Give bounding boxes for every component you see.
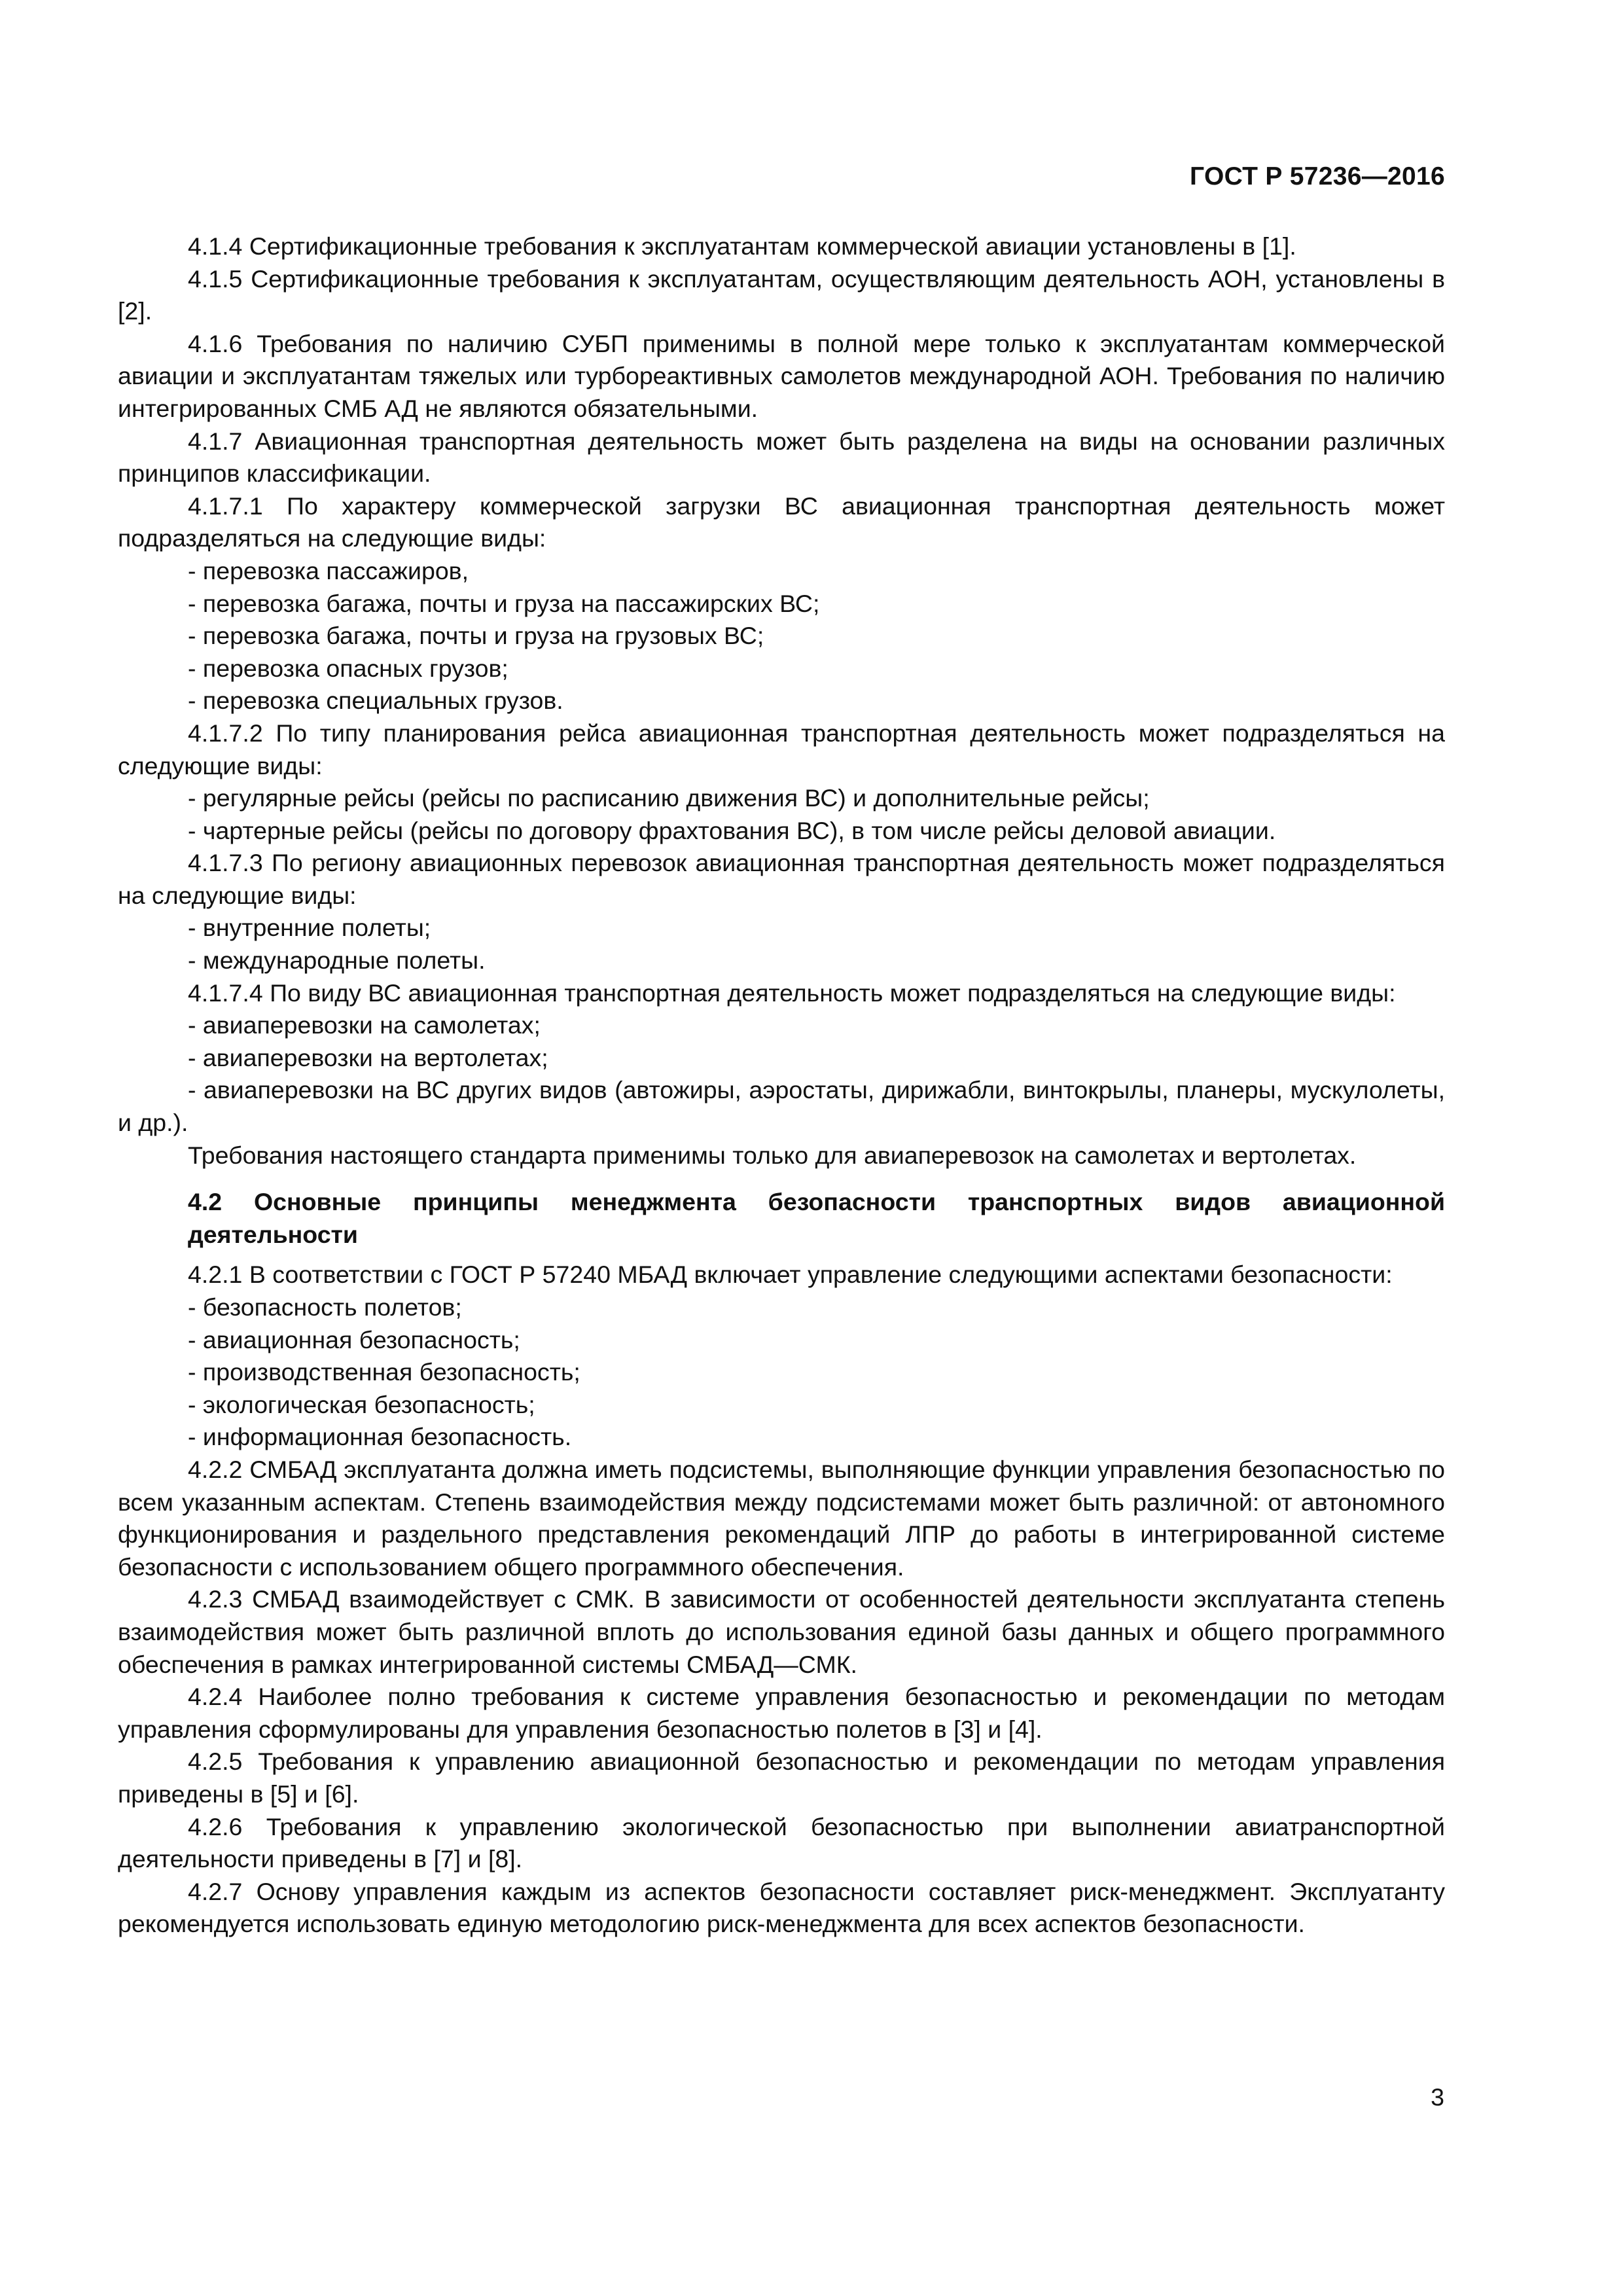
paragraph-4-1-7-3: 4.1.7.3 По региону авиационных перевозок авиационная транспортная деятельность может подразделяться на следующие виды: <box>118 849 1445 909</box>
paragraph-scope-note: Требования настоящего стандарта применимы только для авиаперевозок на самолетах и вертолетах. <box>188 1141 1357 1169</box>
paragraph-4-1-6: 4.1.6 Требования по наличию СУБП применимы в полной мере только к эксплуатантам коммерческой авиации и эксплуатантам тяжелых или турбореактивных самолетов международной АОН. Требования по наличию интегрированных СМБ АД не являются обязательными. <box>118 329 1445 422</box>
list-item: - перевозка багажа, почты и груза на грузовых ВС; <box>188 622 764 650</box>
paragraph-4-1-7-4: 4.1.7.4 По виду ВС авиационная транспортная деятельность может подразделяться на следующие виды: <box>188 978 1396 1007</box>
document-body <box>118 230 1445 1941</box>
list-item: - авиаперевозки на самолетах; <box>188 1011 541 1039</box>
list-item: - информационная безопасность. <box>188 1423 572 1451</box>
list-item: - перевозка специальных грузов. <box>188 687 563 715</box>
document-id: ГОСТ Р 57236—2016 <box>1190 162 1445 190</box>
list-item: - безопасность полетов; <box>188 1293 462 1321</box>
paragraph-4-2-2: 4.2.2 СМБАД эксплуатанта должна иметь подсистемы, выполняющие функции управления безопасностью по всем указанным аспектам. Степень взаимодействия между подсистемами может быть различной: от автономного функционирования и раздельного представления рекомендаций ЛПР до работы в интегрированной системе безопасности с использованием общего программного обеспечения. <box>118 1455 1445 1581</box>
list-item: - экологическая безопасность; <box>188 1390 535 1418</box>
paragraph-4-1-7-2: 4.1.7.2 По типу планирования рейса авиационная транспортная деятельность может подразделяться на следующие виды: <box>118 719 1445 780</box>
list-item: - перевозка пассажиров, <box>188 556 469 584</box>
paragraph-4-2-5: 4.2.5 Требования к управлению авиационной безопасностью и рекомендации по методам управления приведены в [5] и [6]. <box>118 1748 1445 1808</box>
list-item: - авиаперевозки на вертолетах; <box>188 1043 548 1071</box>
list-item: - перевозка багажа, почты и груза на пассажирских ВС; <box>188 589 820 617</box>
page-number: 3 <box>1431 2083 1444 2111</box>
paragraph-4-2-1: 4.2.1 В соответствии с ГОСТ Р 57240 МБАД включает управление следующими аспектами безопасности: <box>188 1261 1393 1289</box>
list-item: - международные полеты. <box>188 946 486 975</box>
paragraph-4-1-7: 4.1.7 Авиационная транспортная деятельность может быть разделена на виды на основании различных принципов классификации. <box>118 427 1445 488</box>
list-item: - производственная безопасность; <box>188 1358 580 1386</box>
list-item: - внутренние полеты; <box>188 914 431 942</box>
section-heading-4-2: 4.2 Основные принципы менеджмента безопасности транспортных видов авиационной деятельности <box>188 1188 1445 1248</box>
paragraph-4-2-3: 4.2.3 СМБАД взаимодействует с СМК. В зависимости от особенностей деятельности эксплуатанта степень взаимодействия может быть различной вплоть до использования единой базы данных и общего программного обеспечения в рамках интегрированной системы СМБАД—СМК. <box>118 1585 1445 1678</box>
paragraph-4-1-5: 4.1.5 Сертификационные требования к эксплуатантам, осуществляющим деятельность АОН, установлены в [2]. <box>118 264 1445 325</box>
paragraph-4-2-4: 4.2.4 Наиболее полно требования к системе управления безопасностью и рекомендации по методам управления сформулированы для управления безопасностью полетов в [3] и [4]. <box>118 1683 1445 1743</box>
paragraph-4-1-7-1: 4.1.7.1 По характеру коммерческой загрузки ВС авиационная транспортная деятельность может подразделяться на следующие виды: <box>118 492 1445 552</box>
list-item: - регулярные рейсы (рейсы по расписанию движения ВС) и дополнительные рейсы; <box>188 784 1150 812</box>
list-item: - авиаперевозки на ВС других видов (автожиры, аэростаты, дирижабли, винтокрылы, планеры, мускулолеты, и др.). <box>118 1076 1445 1137</box>
list-item: - авиационная безопасность; <box>188 1325 520 1354</box>
paragraph-4-1-4: 4.1.4 Сертификационные требования к эксплуатантам коммерческой авиации установлены в [1]. <box>188 232 1296 260</box>
list-item: - перевозка опасных грузов; <box>188 654 508 682</box>
paragraph-4-2-7: 4.2.7 Основу управления каждым из аспектов безопасности составляет риск-менеджмент. Эксплуатанту рекомендуется использовать единую методологию риск-менеджмента для всех аспектов безопасности. <box>118 1877 1445 1938</box>
list-item: - чартерные рейсы (рейсы по договору фрахтования ВС), в том числе рейсы деловой авиации. <box>188 816 1276 844</box>
paragraph-4-2-6: 4.2.6 Требования к управлению экологической безопасностью при выполнении авиатранспортной деятельности приведены в [7] и [8]. <box>118 1812 1445 1873</box>
